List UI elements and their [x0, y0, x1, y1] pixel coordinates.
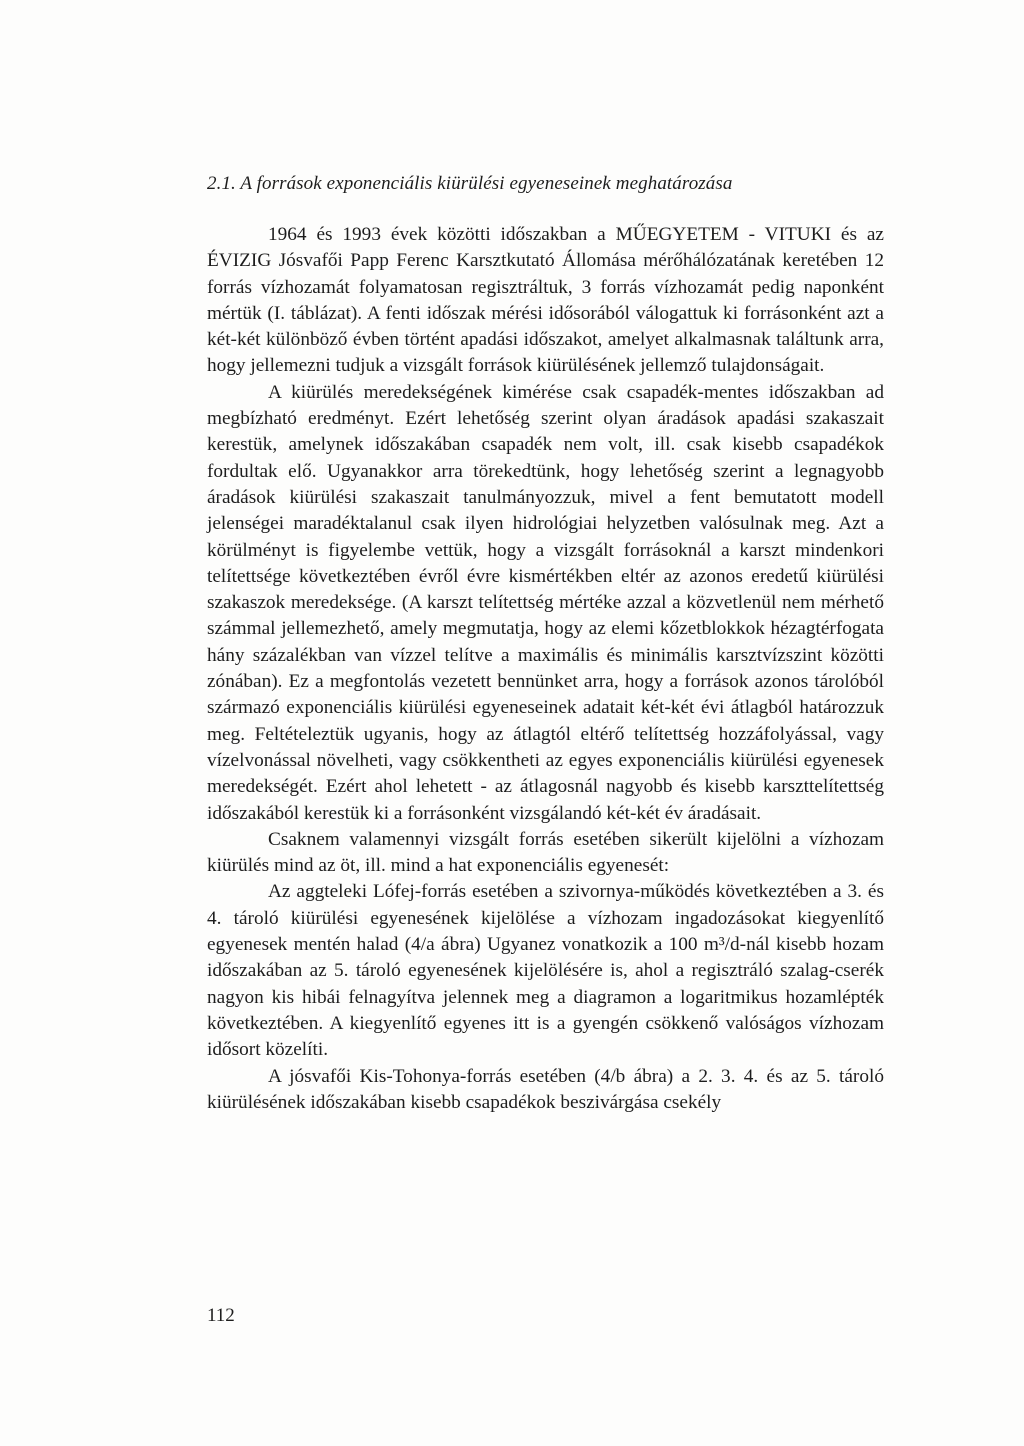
paragraph: Az aggteleki Lófej-forrás esetében a szivornya-működés következtében a 3. és 4. tároló kiürülési egyenesének kijelölése a vízhozam ingadozásokat kiegyenlítő egyenesek mentén halad (4/a ábra) Ugyanez vonatkozik a 100 m³/d-nál kisebb hozam időszakában az 5. tároló egyenesének kijelölésére is, ahol a regisztráló szalag-cserék nagyon kis hibái felnagyítva jelennek meg a diagramon a logaritmikus hozamlépték következtében. A kiegyenlítő egyenes itt is a gyengén csökkenő valóságos vízhozam idősort közelíti.	[207, 881, 884, 1061]
paragraph: A kiürülés meredekségének kimérése csak csapadék-mentes időszakban ad megbízható eredményt. Ezért lehetőség szerint olyan áradások apadási szakaszait kerestük, amelynek időszakában csapadék nem volt, ill. csak kisebb csapadékok fordultak elő. Ugyanakkor arra törekedtünk, hogy lehetőség szerint a legnagyobb áradások kiürülési szakaszait tanulmányozzuk, mivel a fent bemutatott modell jelenségei maradéktalanul csak ilyen hidrológiai helyzetben valósulnak meg. Azt a körülményt is figyelembe vettük, hogy a vizsgált forrásoknál a karszt mindenkori telítettsége következtében évről évre kismértékben eltér az azonos eredetű kiürülési szakaszok meredeksége. (A karszt telítettség mértéke azzal a közvetlenül nem mérhető számmal jellemezhető, amely megmutatja, hogy az elemi kőzetblokkok hézagtérfogata hány százalékban van vízzel telítve a maximális és minimális karsztvízszint közötti zónában). Ez a megfontolás vezetett bennünket arra, hogy a források azonos tárolóból származó exponenciális kiürülési egyeneseinek adatait két-két évi átlagból határozzuk meg. Feltételeztük ugyanis, hogy az átlagtól eltérő telítettség hozzáfolyással, vagy vízelvonással növelheti, vagy csökkentheti az egyes exponenciális kiürülési egyenesek meredekségét. Ezért ahol lehetett - az átlagosnál nagyobb és kisebb karszttelítettség időszakából kerestük ki a forrásonként vizsgálandó két-két év áradásait.	[207, 381, 884, 824]
page-number: 112	[207, 1305, 235, 1326]
paragraph: 1964 és 1993 évek közötti időszakban a MŰEGYETEM - VITUKI és az ÉVIZIG Jósvafői Papp Ferenc Karsztkutató Állomása mérőhálózatának keretében 12 forrás vízhozamát folyamatosan regisztráltuk, 3 forrás vízhozamát pedig naponként mértük (I. táblázat). A fenti időszak mérési idősorából válogattuk ki forrásonként azt a két-két különböző évben történt apadási időszakot, amelyet alkalmasnak találtunk arra, hogy jellemezni tudjuk a vizsgált források kiürülésének jellemző tulajdonságait.	[207, 224, 884, 377]
body-text	[207, 222, 884, 1116]
section-heading: 2.1. A források exponenciális kiürülési egyeneseinek meghatározása	[207, 173, 733, 194]
paragraph: Csaknem valamennyi vizsgált forrás esetében sikerült kijelölni a vízhozam kiürülés mind az öt, ill. mind a hat exponenciális egyenesét:	[207, 828, 884, 877]
paragraph: A jósvafői Kis-Tohonya-forrás esetében (4/b ábra) a 2. 3. 4. és az 5. tároló kiürülésének időszakában kisebb csapadékok beszivárgása csekély	[207, 1065, 884, 1113]
